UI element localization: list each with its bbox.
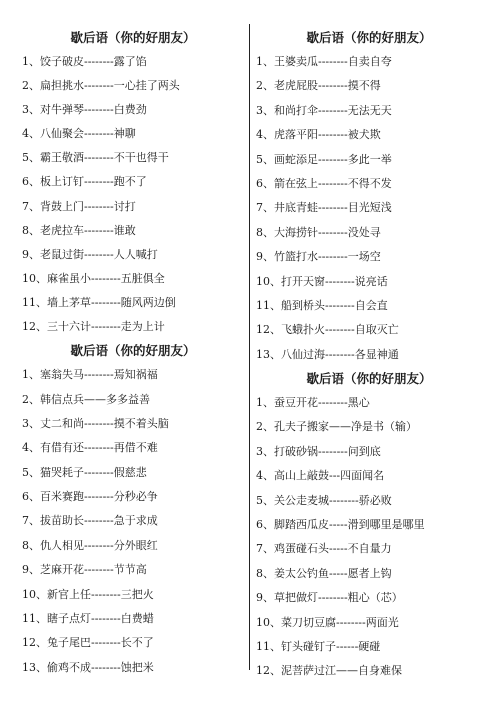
saying-item: 12、三十六计--------走为上计: [22, 320, 165, 334]
saying-item: 1、王婆卖瓜--------自卖自夸: [256, 55, 392, 68]
saying-item: 12、泥菩萨过江——自身难保: [256, 664, 402, 678]
section-title: 歇后语（你的好朋友）: [70, 30, 196, 45]
saying-item: 10、新官上任--------三把火: [22, 587, 154, 601]
saying-item: 4、有借有还--------再借不难: [22, 441, 158, 455]
right-section-2: [256, 367, 482, 684]
saying-item: 5、霸王敬酒--------不干也得干: [22, 151, 169, 165]
saying-item: 3、对牛弹琴--------白费劲: [22, 103, 147, 117]
saying-item: 11、瞎子点灯--------白费蜡: [22, 612, 154, 626]
saying-item: 1、饺子破皮--------露了馅: [22, 55, 147, 68]
saying-item: 8、仇人相见--------分外眼红: [22, 538, 158, 552]
saying-item: 7、拔苗助长--------急于求成: [22, 514, 158, 528]
section-title: 歇后语（你的好朋友）: [306, 30, 432, 45]
saying-item: 11、船到桥头--------自会直: [256, 298, 388, 312]
saying-item: 8、老虎拉车--------谁敢: [22, 223, 136, 237]
column-divider: [249, 24, 250, 670]
saying-item: 5、关公走麦城--------骄必败: [256, 493, 392, 507]
left-section-2: [22, 339, 244, 680]
saying-item: 9、老鼠过街--------人人喊打: [22, 247, 158, 261]
saying-item: 2、韩信点兵——多多益善: [22, 392, 150, 406]
saying-item: 6、箭在弦上--------不得不发: [256, 176, 392, 190]
saying-item: 6、板上订钉--------跑不了: [22, 175, 147, 189]
right-section-1: [256, 26, 482, 367]
saying-item: 2、老虎屁股--------摸不得: [256, 79, 381, 93]
saying-item: 9、芝麻开花--------节节高: [22, 563, 147, 577]
saying-item: 13、八仙过海--------各显神通: [256, 347, 399, 361]
saying-item: 9、草把做灯--------粗心（芯）: [256, 591, 403, 605]
saying-item: 1、塞翁失马--------焉知祸福: [22, 368, 158, 382]
saying-item: 11、墙上茅草--------随风两边倒: [22, 295, 176, 309]
saying-item: 5、猫哭耗子--------假慈悲: [22, 465, 147, 479]
saying-item: 10、菜刀切豆腐--------两面光: [256, 615, 399, 629]
saying-item: 3、和尚打伞--------无法无天: [256, 103, 392, 117]
saying-item: 7、井底青蛙--------目光短浅: [256, 201, 392, 215]
section-title: 歇后语（你的好朋友）: [70, 343, 196, 359]
saying-item: 13、偷鸡不成--------蚀把米: [22, 660, 154, 674]
saying-item: 4、八仙聚会--------神聊: [22, 127, 136, 141]
saying-item: 1、蚕豆开花--------黑心: [256, 396, 370, 410]
left-column: [22, 26, 244, 680]
section-title: 歇后语（你的好朋友）: [306, 371, 432, 387]
saying-item: 5、画蛇添足--------多此一举: [256, 152, 392, 166]
saying-item: 3、打破砂锅--------问到底: [256, 444, 381, 458]
saying-item: 10、麻雀虽小--------五脏俱全: [22, 271, 165, 285]
saying-item: 8、大海捞针--------没处寻: [256, 225, 381, 239]
saying-item: 10、打开天窗--------说亮话: [256, 274, 388, 288]
saying-item: 4、高山上敲鼓---四面闻名: [256, 469, 385, 483]
saying-item: 12、兔子尾巴--------长不了: [22, 636, 154, 650]
saying-item: 6、脚踏西瓜皮-----滑到哪里是哪里: [256, 518, 425, 532]
saying-item: 7、鸡蛋碰石头-----不自量力: [256, 542, 392, 556]
saying-item: 12、飞蛾扑火--------自取灭亡: [256, 323, 399, 337]
saying-item: 8、姜太公钓鱼-----愿者上钩: [256, 566, 392, 580]
saying-item: 2、孔夫子搬家——净是书（输）: [256, 420, 417, 434]
left-section-1: [22, 26, 244, 339]
saying-item: 2、扁担挑水--------一心挂了两头: [22, 79, 180, 93]
saying-item: 11、钉头碰钉子------硬碰: [256, 639, 381, 653]
saying-item: 7、背鼓上门--------讨打: [22, 199, 136, 213]
saying-item: 4、虎落平阳--------被犬欺: [256, 128, 381, 142]
saying-item: 6、百米赛跑--------分秒必争: [22, 490, 158, 504]
saying-item: 9、竹篮打水--------一场空: [256, 250, 381, 264]
saying-item: 3、丈二和尚--------摸不着头脑: [22, 416, 169, 430]
right-column: [256, 26, 482, 684]
